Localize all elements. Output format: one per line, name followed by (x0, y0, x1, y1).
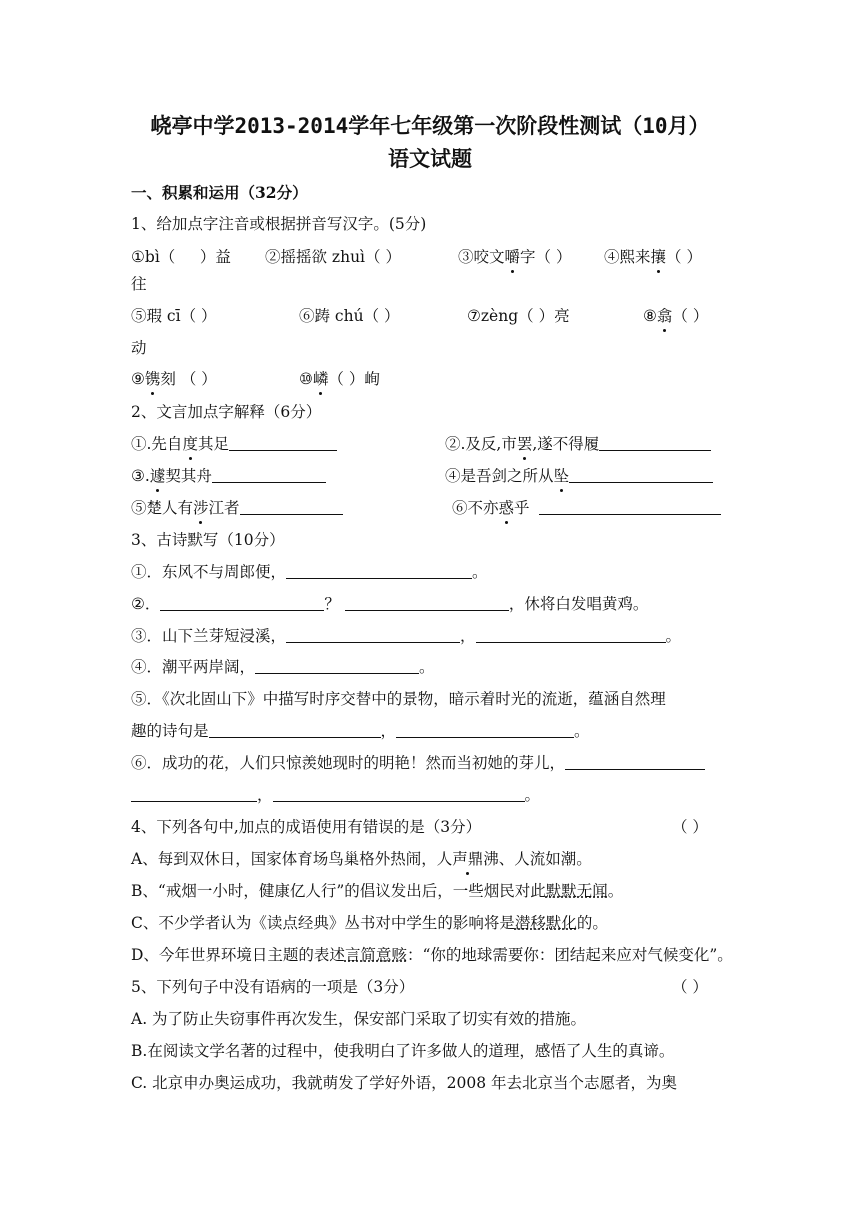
q4-option-c: C、不少学者认为《读点经典》丛书对中学生的影响将是潜移默化的。 (131, 914, 608, 932)
q1-row2-wrap: 动 (131, 339, 147, 357)
answer-blank[interactable] (565, 754, 705, 770)
q5-stem: 5、下列句子中没有语病的一项是（3分） (131, 978, 415, 996)
answer-blank[interactable] (255, 658, 419, 674)
q5-option-c: C. 北京申办奥运成功，我就萌发了学好外语，2008 年去北京当个志愿者，为奥 (131, 1074, 678, 1092)
dotted-char: 翕 (656, 307, 673, 325)
q5-answer-paren[interactable]: （ ） (672, 978, 708, 996)
exam-subtitle: 语文试题 (388, 146, 472, 171)
answer-blank[interactable] (212, 467, 326, 483)
q4-stem: 4、下列各句中,加点的成语使用有错误的是（3分） (131, 818, 482, 836)
section-heading: 一、积累和运用（32分） (131, 183, 308, 202)
q5-option-a: A. 为了防止失窃事件再次发生，保安部门采取了切实有效的措施。 (131, 1010, 587, 1028)
answer-blank[interactable] (396, 722, 574, 738)
answer-blank[interactable] (569, 467, 713, 483)
q4-answer-paren[interactable]: （ ） (672, 818, 708, 836)
q3-stem: 3、古诗默写（10分） (131, 531, 285, 549)
q4-option-a: A、每到双休日，国家体育场鸟巢格外热闹，人声鼎沸、人流如潮。 (131, 850, 592, 868)
answer-blank[interactable] (286, 563, 472, 579)
dotted-char: 攘 (650, 248, 667, 266)
answer-blank[interactable] (599, 435, 711, 451)
answer-blank[interactable] (209, 722, 381, 738)
dotted-char: 嚼 (504, 248, 521, 266)
dotted-char: 嶙 (312, 370, 329, 388)
q1-item-2: ②摇摇欲 zhuì（ ） (265, 248, 401, 266)
answer-blank[interactable] (539, 499, 721, 515)
exam-title: 峣亭中学2013-2014学年七年级第一次阶段性测试（10月） (150, 114, 710, 138)
q4-option-b: B、“戒烟一小时，健康亿人行”的倡议发出后，一些烟民对此默默无闻。 (131, 882, 624, 900)
q3-line6b: ， 。 (131, 785, 540, 805)
answer-blank[interactable] (160, 595, 324, 611)
q3-line5a: ⑤．《次北固山下》中描写时序交替中的景物，暗示着时光的流逝，蕴涵自然理 (131, 690, 666, 708)
q3-line2: ②． ？ ，休将白发唱黄鸡。 (131, 595, 649, 613)
q3-line6a: ⑥．成功的花，人们只惊羡她现时的明艳！然而当初她的芽儿， (131, 753, 705, 773)
q2-stem: 2、文言加点字解释（6分） (131, 403, 322, 421)
q3-line1: ①．东风不与周郎便， 。 (131, 563, 488, 581)
answer-blank[interactable] (131, 786, 257, 802)
answer-blank[interactable] (229, 435, 337, 451)
q3-line5b: 趣的诗句是 ， 。 (131, 722, 590, 740)
answer-blank[interactable] (345, 595, 509, 611)
q1-stem: 1、给加点字注音或根据拼音写汉字。(5分) (131, 215, 427, 233)
q3-line3: ③．山下兰芽短浸溪， ， 。 (131, 627, 682, 645)
q5-option-b: B.在阅读文学名著的过程中，使我明白了许多做人的道理，感悟了人生的真谛。 (131, 1042, 675, 1060)
answer-blank[interactable] (286, 627, 460, 643)
answer-blank[interactable] (476, 627, 666, 643)
exam-page: 峣亭中学2013-2014学年七年级第一次阶段性测试（10月） 语文试题 一、积累和运用（32分） 1、给加点字注音或根据拼音写汉字。(5分) ①bì（ ）益 ②摇摇欲 zhuì（ ） ③咬文嚼字（ ） ④熙来攘（ ） 往 ⑤瑕 cī（ ） ⑥踌 chú（ ） ⑦zèng（ ）亮 ⑧翕（ ） 动 ⑨镌刻 （ ） ⑩嶙（ ）峋 2、文言加点字解释（6分） ①.先自度其足 ②.及反,市罢,遂不得履 ③.遽契其舟 ④是吾剑之所从坠 ⑤楚人有涉江者 ⑥不亦惑乎 3、古诗默写（10分） ①．东风不与周郎便， 。 ②． ？ ，休将白发唱黄鸡。 ③．山下兰芽短浸溪， ， 。 ④．潮平两岸阔， 。 ⑤．《次北固山下》中描写时序交替中的景物，暗示着时光的流逝，蕴涵自然理 趣的诗句是 ， 。 ⑥．成功的花，人们只惊羡她现时的明艳！然而当初她的芽儿， ， 。 4、下列各句中,加点的成语使用有错误的是（3分） （ ） A、每到双休日，国家体育场鸟巢格外热闹，人声鼎沸、人流如潮。 B、“戒烟一小时，健康亿人行”的倡议发出后，一些烟民对此默默无闻。 C、不少学者认为《读点经典》丛书对中学生的影响将是潜移默化的。 D、今年世界环境日主题的表述言简意赅：“你的地球需要你：团结起来应对气候变化”。 5、下列句子中没有语病的一项是（3分） （ ） A. 为了防止失窃事件再次发生，保安部门采取了切实有效的措施。 B.在阅读文学名著的过程中，使我明白了许多做人的道理，感悟了人生的真谛。 C. 北京申办奥运成功，我就萌发了学好外语，2008 年去北京当个志愿者，为奥 (0, 0, 860, 1216)
dotted-char: 镌 (144, 370, 161, 388)
answer-blank[interactable] (273, 786, 525, 802)
answer-blank[interactable] (240, 499, 343, 515)
q4-option-d: D、今年世界环境日主题的表述言简意赅：“你的地球需要你：团结起来应对气候变化”。 (131, 946, 733, 964)
q3-line4: ④．潮平两岸阔， 。 (131, 658, 435, 676)
q1-row1-wrap: 往 (131, 275, 147, 293)
